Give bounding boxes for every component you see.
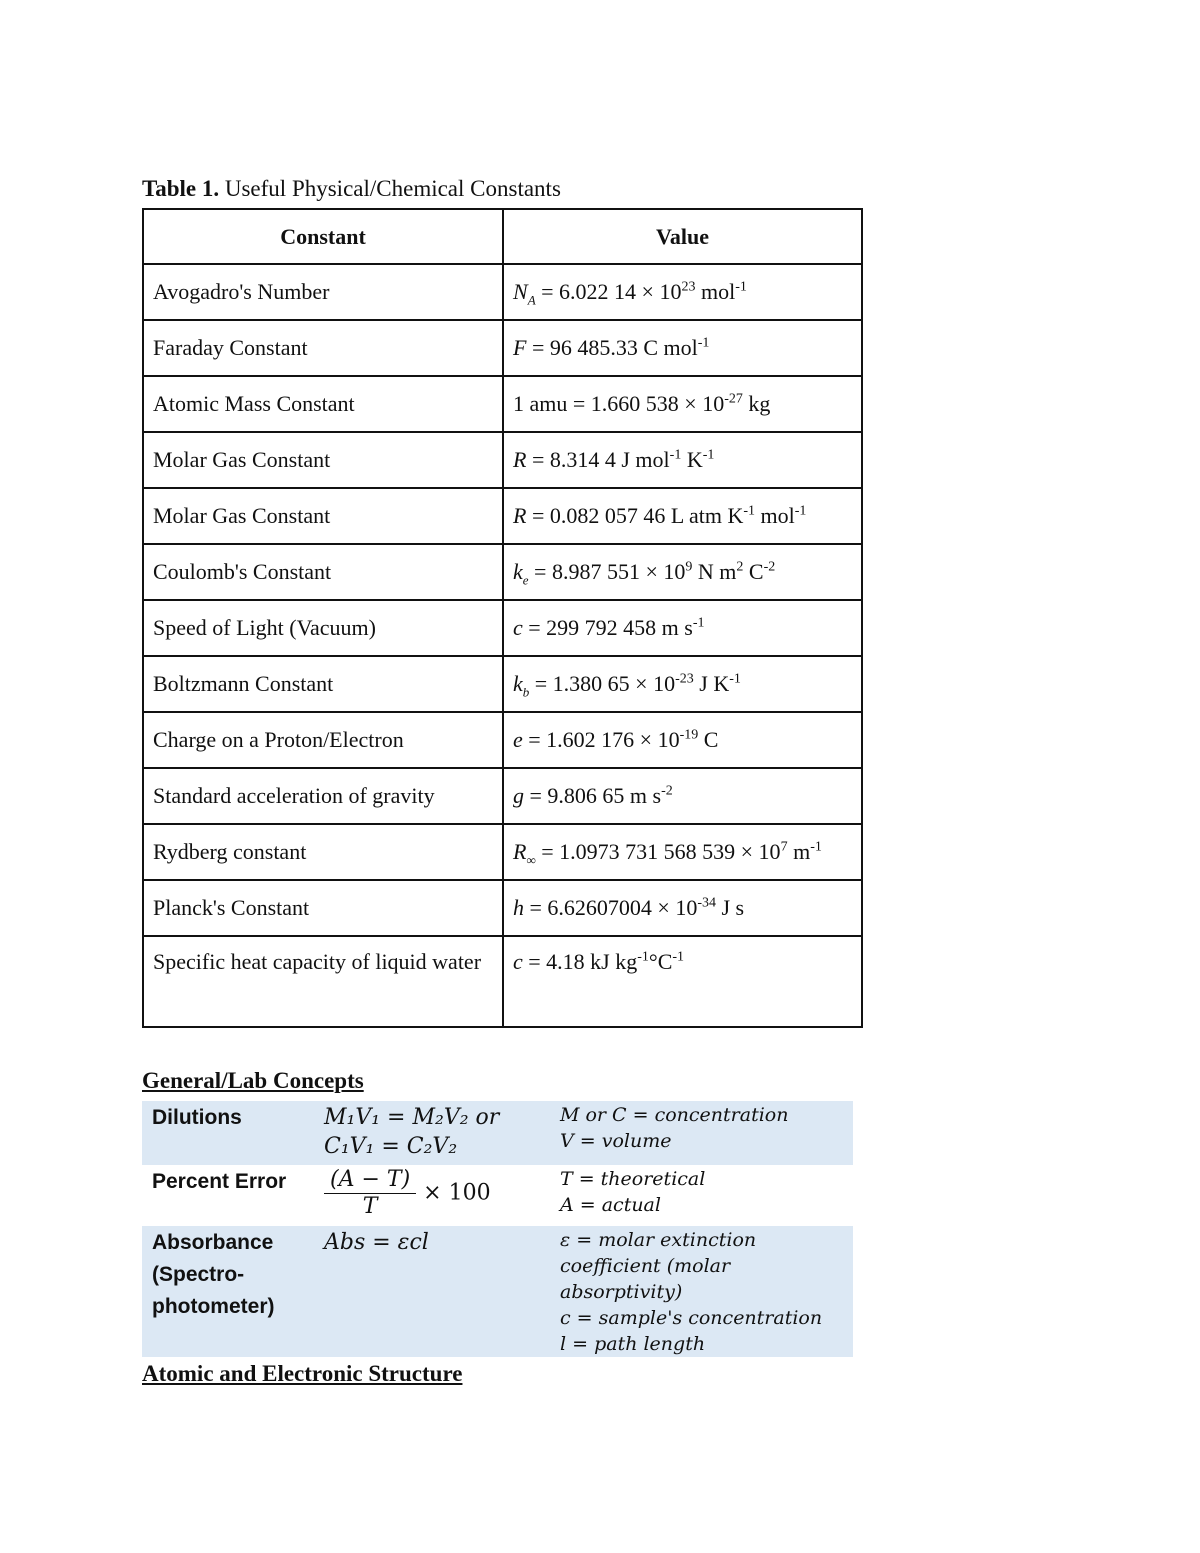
constant-value [503, 880, 862, 936]
fraction-denominator: T [362, 1194, 378, 1219]
value-exponent: -19 [679, 727, 699, 743]
value-number: = 4.18 kJ kg [522, 949, 638, 974]
value-unit-exponent: -1 [735, 279, 747, 295]
definition-line: V = volume [560, 1130, 672, 1152]
concept-name-line: (Spectro- [152, 1263, 245, 1286]
value-number: = 299 792 458 m s [522, 615, 693, 640]
value-symbol: N [513, 279, 528, 304]
concept-row-percent-error [142, 1165, 853, 1226]
constant-value [503, 264, 862, 320]
constant-value [503, 320, 862, 376]
value-symbol: R [513, 447, 527, 472]
table-row [143, 544, 862, 600]
table-row [143, 880, 862, 936]
formula-line: M₁V₁ = M₂V₂ or [324, 1105, 500, 1130]
value-symbol-subscript: e [522, 572, 529, 588]
concept-name: Percent Error [152, 1170, 287, 1193]
value-exponent: -1 [637, 949, 649, 965]
value-unit: kg [742, 391, 771, 416]
constant-name: Planck's Constant [143, 880, 503, 936]
table-row [143, 600, 862, 656]
value-symbol-subscript: A [527, 292, 536, 308]
constant-value [503, 824, 862, 880]
value-number: = 8.314 4 J mol [526, 447, 670, 472]
value-number: = 1.0973 731 568 539 × 10 [535, 839, 781, 864]
constant-name: Atomic Mass Constant [143, 376, 503, 432]
constant-value [503, 768, 862, 824]
value-symbol: c [513, 949, 523, 974]
constant-value [503, 656, 862, 712]
fraction-numerator: (A − T) [324, 1167, 416, 1194]
table-row [143, 376, 862, 432]
definition-line: c = sample's concentration [560, 1307, 823, 1329]
value-symbol: R [513, 503, 527, 528]
value-number: = 1.602 176 × 10 [522, 727, 680, 752]
header-constant: Constant [143, 209, 503, 264]
concept-name-line: photometer) [152, 1295, 275, 1318]
value-exponent: -23 [675, 671, 694, 687]
value-unit: °C [648, 949, 673, 974]
value-symbol-subscript: ∞ [526, 852, 536, 868]
table-caption-title: Useful Physical/Chemical Constants [219, 176, 561, 201]
value-symbol: k [513, 671, 523, 696]
constant-value [503, 376, 862, 432]
value-prefix: 1 amu = 1.660 538 × 10 [513, 391, 725, 416]
general-concepts-heading: General/Lab Concepts [142, 1068, 364, 1093]
concept-name [142, 1226, 324, 1357]
value-unit: mol [755, 503, 795, 528]
value-exponent: -1 [692, 615, 705, 631]
value-number: = 96 485.33 C mol [526, 335, 698, 360]
value-exponent: -2 [661, 783, 673, 799]
constant-name: Avogadro's Number [143, 264, 503, 320]
constant-name: Faraday Constant [143, 320, 503, 376]
concept-row-dilutions [142, 1101, 853, 1165]
definition-line: A = actual [560, 1194, 661, 1216]
value-unit-exponent: -1 [729, 671, 741, 687]
constant-name: Standard acceleration of gravity [143, 768, 503, 824]
concept-definitions [560, 1165, 853, 1226]
definition-line: coefficient (molar [560, 1255, 731, 1277]
atomic-structure-heading: Atomic and Electronic Structure [142, 1361, 463, 1386]
value-unit: K [681, 447, 703, 472]
value-unit: m [787, 839, 811, 864]
constant-name: Specific heat capacity of liquid water [143, 936, 503, 1027]
constant-value [503, 600, 862, 656]
value-number: = 9.806 65 m s [524, 783, 662, 808]
value-symbol: c [513, 615, 523, 640]
value-symbol: F [513, 335, 527, 360]
constant-value [503, 432, 862, 488]
value-number: = 8.987 551 × 10 [528, 559, 686, 584]
table-row [143, 936, 862, 1027]
value-unit: N m [692, 559, 737, 584]
value-unit: J s [716, 895, 745, 920]
value-number: = 0.082 057 46 L atm K [526, 503, 744, 528]
constant-name: Molar Gas Constant [143, 488, 503, 544]
value-unit-exponent: 2 [736, 559, 744, 575]
constant-value [503, 712, 862, 768]
table-caption-label: Table 1. [142, 176, 220, 201]
value-unit: C [698, 727, 719, 752]
value-unit-exponent: -1 [702, 447, 715, 463]
value-unit-exponent: -1 [794, 503, 807, 519]
concept-formula [324, 1101, 560, 1165]
concept-definitions [560, 1101, 853, 1165]
table-header-row [143, 209, 862, 264]
constant-name: Rydberg constant [143, 824, 503, 880]
header-value: Value [503, 209, 862, 264]
concept-name-line: Absorbance [152, 1231, 274, 1254]
value-symbol: e [513, 727, 523, 752]
concept-row-absorbance [142, 1226, 853, 1357]
value-exponent: 23 [681, 279, 696, 295]
table-row [143, 824, 862, 880]
definition-line: ε = molar extinction [560, 1229, 757, 1251]
formula-multiplier: × 100 [423, 1180, 491, 1206]
table-row [143, 768, 862, 824]
value-number: = 6.62607004 × 10 [524, 895, 698, 920]
value-unit-exponent: -1 [810, 839, 822, 855]
definition-line: M or C = concentration [560, 1104, 789, 1126]
table-row [143, 712, 862, 768]
value-unit: C [743, 559, 764, 584]
constant-name: Charge on a Proton/Electron [143, 712, 503, 768]
table-row [143, 264, 862, 320]
constant-value [503, 488, 862, 544]
table-row [143, 656, 862, 712]
table-row [143, 320, 862, 376]
concepts-table [142, 1101, 853, 1357]
value-symbol: R [513, 839, 527, 864]
value-exponent: 9 [685, 559, 693, 575]
fraction [324, 1167, 416, 1220]
table-row [143, 488, 862, 544]
value-unit-exponent: -2 [763, 559, 776, 575]
constant-name: Speed of Light (Vacuum) [143, 600, 503, 656]
value-number: = 1.380 65 × 10 [529, 671, 676, 696]
table-row [143, 432, 862, 488]
value-unit: J K [693, 671, 730, 696]
value-exponent: -1 [743, 503, 756, 519]
value-unit-exponent: -1 [672, 949, 685, 965]
value-exponent: 7 [780, 839, 788, 855]
table-caption [142, 176, 561, 202]
value-number: = 6.022 14 × 10 [535, 279, 682, 304]
constant-name: Coulomb's Constant [143, 544, 503, 600]
constant-name: Boltzmann Constant [143, 656, 503, 712]
value-symbol: g [513, 783, 524, 808]
value-symbol: h [513, 895, 524, 920]
value-exponent: -27 [724, 391, 743, 407]
value-symbol: k [513, 559, 523, 584]
value-symbol-subscript: b [522, 684, 530, 700]
constant-name: Molar Gas Constant [143, 432, 503, 488]
constant-value [503, 936, 862, 1027]
definition-line: l = path length [560, 1333, 706, 1355]
concept-formula: Abs = εcl [324, 1230, 429, 1255]
constant-value [503, 544, 862, 600]
concept-definitions [560, 1226, 853, 1357]
formula-line: C₁V₁ = C₂V₂ [324, 1134, 458, 1159]
definition-line: absorptivity) [560, 1281, 683, 1303]
constants-table [142, 208, 863, 1028]
value-exponent: -1 [697, 335, 710, 351]
concept-name: Dilutions [152, 1106, 242, 1129]
definition-line: T = theoretical [560, 1168, 706, 1190]
value-exponent: -34 [697, 895, 716, 911]
concept-formula [324, 1165, 560, 1226]
value-exponent: -1 [669, 447, 682, 463]
value-unit: mol [695, 279, 736, 304]
